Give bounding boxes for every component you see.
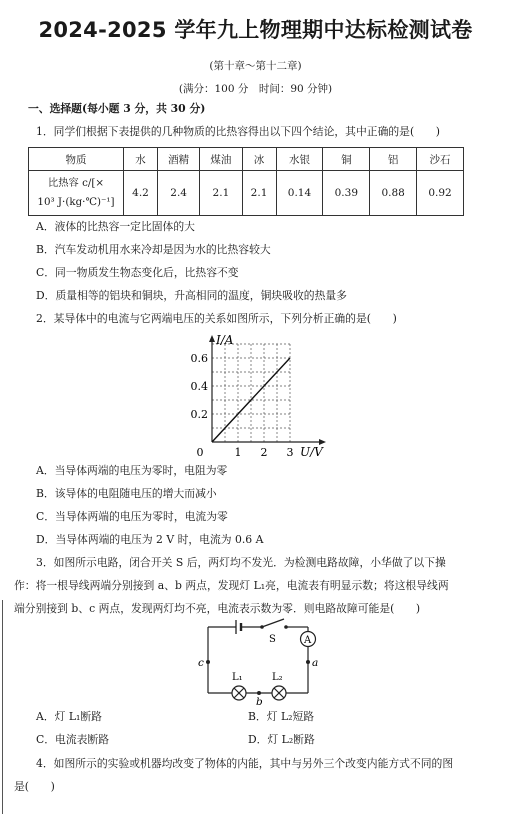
row-label-line2: 10³ J·(kg·℃)⁻¹] (37, 196, 115, 208)
table-cell: 铝 (370, 148, 417, 171)
node-b (257, 691, 261, 695)
q1-option-c: C．同一物质发生物态变化后，比热容不变 (36, 266, 239, 279)
table-cell: 0.92 (417, 171, 464, 216)
specific-heat-table (28, 147, 464, 216)
table-header-label: 物质 (29, 148, 124, 171)
q3-option-c: C．电流表断路 (36, 733, 110, 746)
point-b-label: b (256, 696, 263, 705)
q1-option-a: A．液体的比热容一定比固体的大 (36, 220, 195, 233)
current-voltage-chart (186, 330, 332, 460)
ammeter-label: A (304, 635, 312, 646)
q3-option-d: D．灯 L₂断路 (248, 733, 315, 746)
node-a (306, 660, 310, 664)
q2-option-c: C．当导体两端的电压为零时，电流为零 (36, 510, 228, 523)
table-cell: 煤油 (200, 148, 242, 171)
y-tick-label: 0.6 (190, 352, 208, 365)
lamp1-label: L₁ (232, 672, 243, 683)
q3-option-a: A．灯 L₁断路 (36, 710, 102, 723)
table-cell: 2.1 (200, 171, 242, 216)
page-title: 2024-2025 学年九上物理期中达标检测试卷 (38, 18, 473, 42)
q3-stem-line3: 端分别接到 b、c 两点，发现两灯均不亮，电流表示数为零．则电路故障可能是( ) (14, 602, 421, 615)
q4-stem-line2: 是( ) (14, 780, 55, 793)
x-tick-label: 0 (196, 446, 204, 459)
table-cell: 沙石 (417, 148, 464, 171)
q2-option-d: D．当导体两端的电压为 2 V 时，电流为 0.6 A (36, 533, 264, 546)
q3-stem-line2: 作：将一根导线两端分别接到 a、b 两点，发现灯 L₁亮，电流表有明显示数；将这根导线两 (14, 579, 449, 592)
y-axis-arrow (209, 335, 215, 342)
lamp2-label: L₂ (272, 672, 283, 683)
switch-blade (262, 619, 284, 627)
chart-grid (212, 344, 290, 442)
table-cell: 酒精 (158, 148, 200, 171)
node-c (206, 660, 210, 664)
table-cell: 0.14 (276, 171, 323, 216)
circuit-diagram (196, 615, 326, 705)
table-cell: 冰 (242, 148, 276, 171)
q1-stem: 1．同学们根据下表提供的几种物质的比热容得出以下四个结论，其中正确的是( ) (36, 125, 440, 138)
section-heading: 一、选择题(每小题 3 分，共 30 分) (28, 102, 206, 115)
table-cell: 0.88 (370, 171, 417, 216)
x-tick-label: 3 (286, 446, 294, 459)
point-a-label: a (312, 657, 319, 669)
q3-option-b: B．灯 L₂短路 (248, 710, 315, 723)
table-cell: 铜 (323, 148, 370, 171)
y-tick-label: 0.4 (190, 380, 208, 393)
q4-stem-line1: 4．如图所示的实验或机器均改变了物体的内能，其中与另外三个改变内能方式不同的图 (36, 757, 454, 770)
q2-option-a: A．当导体两端的电压为零时，电阻为零 (36, 464, 228, 477)
exam-meta: (满分：100 分 时间：90 分钟) (178, 83, 333, 95)
table-row-label (29, 171, 124, 216)
table-cell: 水 (124, 148, 158, 171)
margin-line (2, 600, 3, 814)
q2-stem: 2．某导体中的电流与它两端电压的关系如图所示，下列分析正确的是( ) (36, 312, 397, 325)
q1-option-b: B．汽车发动机用水来冷却是因为水的比热容较大 (36, 243, 271, 256)
table-cell: 4.2 (124, 171, 158, 216)
table-cell: 2.4 (158, 171, 200, 216)
q2-option-b: B．该导体的电阻随电压的增大而减小 (36, 487, 217, 500)
table-cell: 0.39 (323, 171, 370, 216)
table-cell: 水银 (276, 148, 323, 171)
x-axis-label: U/V (300, 445, 323, 459)
x-tick-label: 1 (234, 446, 242, 459)
y-tick-label: 0.2 (190, 408, 208, 421)
row-label-line1: 比热容 c/[× (47, 177, 105, 189)
switch-pivot (260, 625, 264, 629)
switch-label: S (269, 634, 276, 645)
switch-contact (284, 625, 288, 629)
table-cell: 2.1 (242, 171, 276, 216)
point-c-label: c (198, 657, 204, 669)
q1-option-d: D．质量相等的铝块和铜块，升高相同的温度，铜块吸收的热量多 (36, 289, 347, 302)
q3-stem-line1: 3．如图所示电路，闭合开关 S 后，两灯均不发光．为检测电路故障，小华做了以下操 (36, 556, 446, 569)
chapter-range: (第十章～第十二章) (209, 60, 302, 72)
x-tick-label: 2 (260, 446, 268, 459)
y-axis-label: I/A (216, 333, 234, 347)
